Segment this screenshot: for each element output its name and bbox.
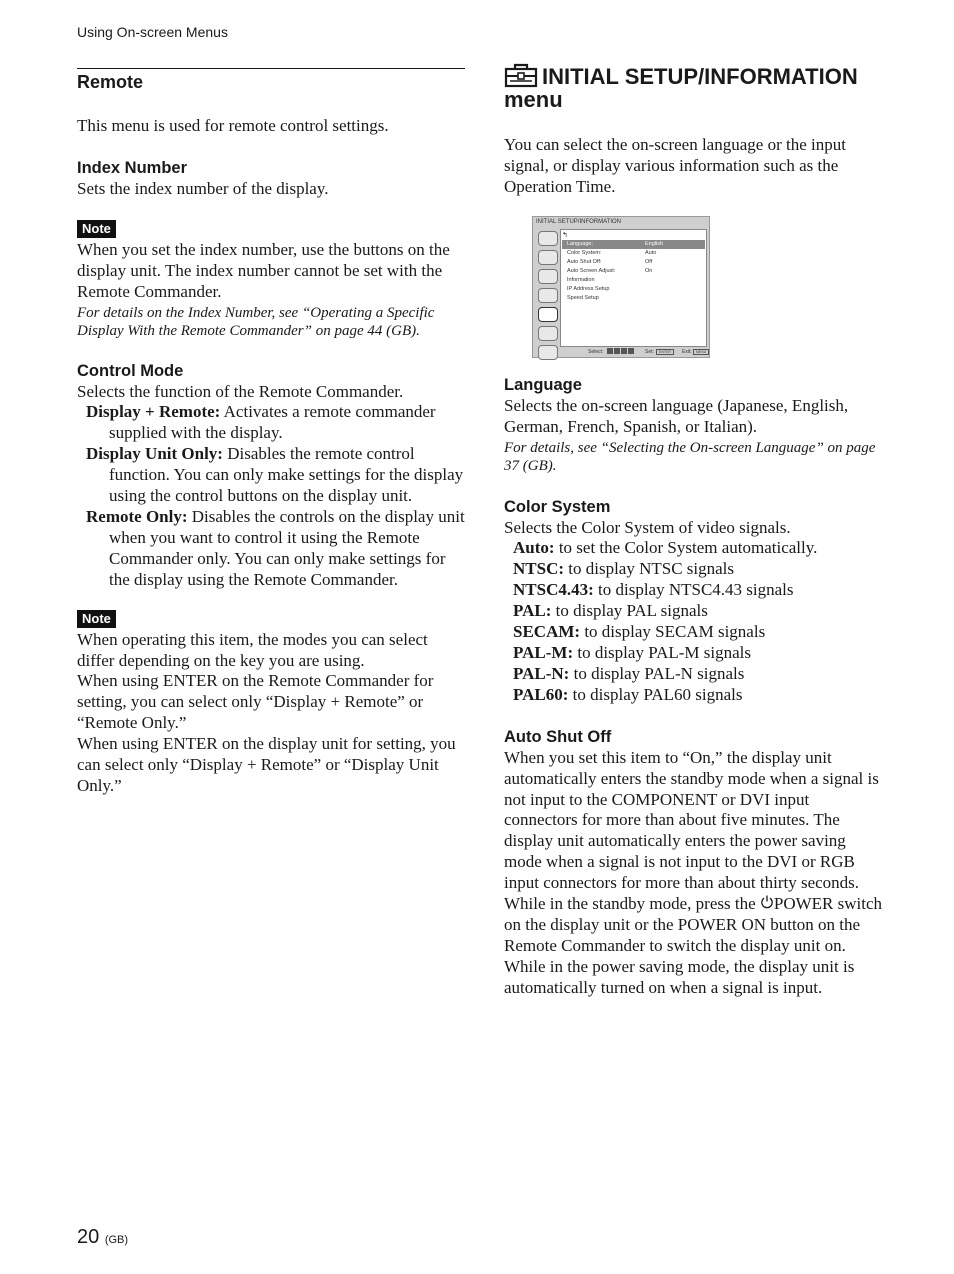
index-number-reference: For details on the Index Number, see “Operating a Specific Display With the Remote Commander” on page 44 (GB). <box>77 304 435 340</box>
screen-menu-icon <box>538 269 558 284</box>
control-mode-note-p3: When using ENTER on the display unit for setting, you can select only “Display + Remote” or “Display Unit Only.” <box>77 734 456 795</box>
color-system-item: PAL: to display PAL signals <box>513 601 708 621</box>
back-icon: ↰ <box>562 231 568 239</box>
timer-menu-icon <box>538 326 558 341</box>
auto-shut-off-body: When you set this item to “On,” the display unit automatically enters the standby mode when a signal is not input to the COMPONENT or DVI input connectors for more than about five minutes. The display unit automatically enters the power saving mode when a signal is not input to the DVI or RGB input connectors for more than about thirty seconds. While in the standby mode, press the POWER switch on the display unit or the POWER ON button on the Remote Commander to switch the display unit on. While in the power saving mode, the display unit is automatically turned on when a signal is input. <box>504 747 883 997</box>
menu-row: Auto Screen Adjust: On <box>567 267 653 274</box>
color-system-item: SECAM: to display SECAM signals <box>513 622 766 642</box>
section-rule <box>77 68 465 69</box>
menu-screenshot: INITIAL SETUP/INFORMATION ↰ Language: English Color System: Auto Auto Shut Off: Off Auto Screen Adjust: On Information IP Address Setup Speed Setup Select: Set: ENTER Exit: MENU <box>532 216 710 358</box>
toolbox-icon <box>504 62 538 88</box>
language-body: Selects the on-screen language (Japanese, English, German, French, Spanish, or Italian). <box>504 395 849 436</box>
menu-icon-column <box>535 229 559 364</box>
color-system-item: PAL-M: to display PAL-M signals <box>513 642 751 662</box>
menu-panel <box>560 229 707 347</box>
control-mode-item: Remote Only: Disables the controls on the display unit when you want to control it using the Remote Commander only. You can only make settings for the display using the Remote Commander. <box>86 506 465 589</box>
language-heading: Language <box>504 375 582 394</box>
left-column <box>77 68 465 797</box>
color-system-body: Selects the Color System of video signals. <box>504 517 791 537</box>
remote-menu-icon <box>538 345 558 360</box>
sound-menu-icon <box>538 250 558 265</box>
menu-row: Language: English <box>562 240 705 249</box>
control-mode-item: Display Unit Only: Disables the remote control function. You can only make settings for the display using the control buttons on the display unit. <box>86 444 464 506</box>
index-number-heading: Index Number <box>77 158 188 177</box>
menu-row: Speed Setup <box>567 294 599 301</box>
menu-row: Information <box>567 276 595 283</box>
remote-section-title: Remote <box>77 72 144 92</box>
note-label: Note <box>77 220 116 238</box>
initial-setup-intro: You can select the on-screen language or the input signal, or display various information such as the Operation Time. <box>504 135 846 196</box>
auto-shut-off-heading: Auto Shut Off <box>504 727 612 746</box>
language-reference: For details, see “Selecting the On-screen Language” on page 37 (GB). <box>504 439 876 475</box>
control-mode-note-p1: When operating this item, the modes you can select differ depending on the key you are using. <box>77 629 428 670</box>
color-system-item: Auto: to set the Color System automatically. <box>513 538 818 558</box>
control-mode-item: Display + Remote: Activates a remote commander supplied with the display. <box>86 402 436 443</box>
color-system-item: NTSC: to display NTSC signals <box>513 559 735 579</box>
color-system-item: PAL60: to display PAL60 signals <box>513 684 743 704</box>
menu-row: IP Address Setup <box>567 285 610 292</box>
page-number: 20 (GB) <box>77 1226 129 1248</box>
note-label: Note <box>77 610 116 628</box>
right-column <box>504 62 884 999</box>
power-icon <box>760 894 774 908</box>
arrow-keys-icon <box>607 348 635 356</box>
control-mode-heading: Control Mode <box>77 361 184 380</box>
color-system-item: PAL-N: to display PAL-N signals <box>513 663 745 683</box>
menu-row: Auto Shut Off: Off <box>567 258 653 265</box>
control-mode-body: Selects the function of the Remote Commander. <box>77 381 404 401</box>
index-number-body: Sets the index number of the display. <box>77 178 329 198</box>
color-system-item: NTSC4.43: to display NTSC4.43 signals <box>513 580 794 600</box>
running-head: Using On-screen Menus <box>77 24 228 40</box>
screenshot-title: INITIAL SETUP/INFORMATION <box>536 218 622 225</box>
picture-menu-icon <box>538 231 558 246</box>
index-number-note: When you set the index number, use the buttons on the display unit. The index number cannot be set with the Remote Commander. <box>77 239 450 301</box>
initial-setup-menu-icon <box>538 307 558 322</box>
control-mode-note-p2: When using ENTER on the Remote Commander for setting, you can select only “Display + Remote” or “Remote Only.” <box>77 671 434 733</box>
menu-title: INITIAL SETUP/INFORMATION menu <box>504 64 858 112</box>
menu-row: Color System: Auto <box>567 249 657 256</box>
remote-intro: This menu is used for remote control settings. <box>77 116 389 135</box>
color-system-heading: Color System <box>504 497 611 516</box>
feature-menu-icon <box>538 288 558 303</box>
